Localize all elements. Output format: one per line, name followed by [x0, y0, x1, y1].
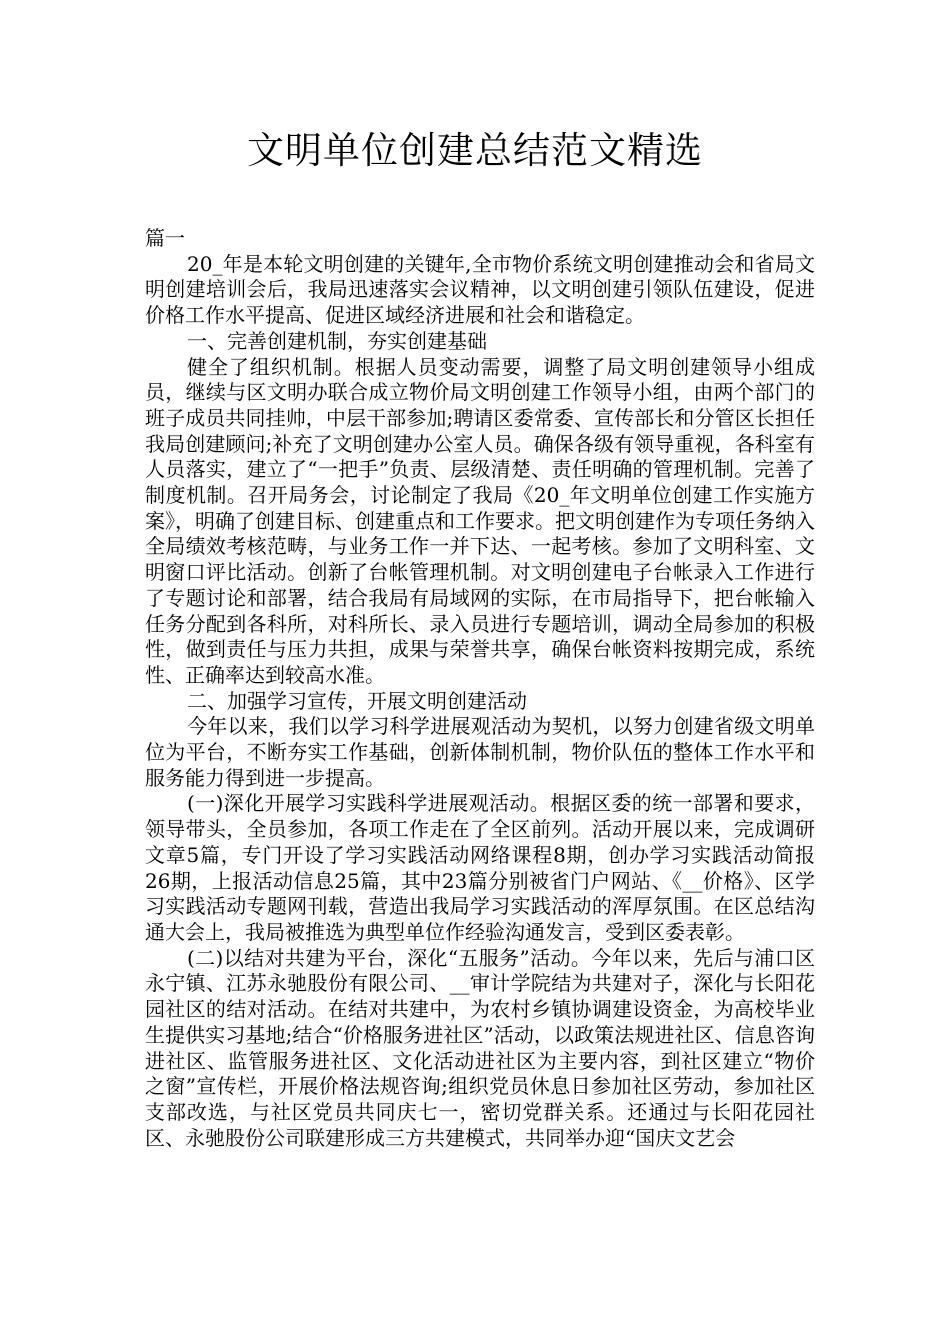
heading-section-2: 二、加强学习宣传，开展文明创建活动	[187, 688, 527, 713]
paragraph-study: 今年以来，我们以学习科学进展观活动为契机，以努力创建省级文明单位为平台，不断夯实工作基础，创新体制机制，物价队伍的整体工作水平和服务能力得到进一步提高。	[145, 714, 815, 790]
paragraph-mechanism: 健全了组织机制。根据人员变动需要，调整了局文明创建领导小组成员，继续与区文明办联合成立物价局文明创建工作领导小组，由两个部门的班子成员共同挂帅，中层干部参加;聘请区委常委、宣传部长和分管区长担任我局创建顾问;补充了文明创建办公室人员。确保各级有领导重视，各科室有人员落实，建立了“一把手”负责、层级清楚、责任明确的管理机制。完善了制度机制。召开局务会，讨论制定了我局《20_年文明单位创建工作实施方案》，明确了创建目标、创建重点和工作要求。把文明创建作为专项任务纳入全局绩效考核范畴，与业务工作一并下达、一起考核。参加了文明科室、文明窗口评比活动。创新了台帐管理机制。对文明创建电子台帐录入工作进行了专题讨论和部署，结合我局有局域网的实际，在市局指导下，把台帐输入任务分配到各科所，对科所长、录入员进行专题培训，调动全局参加的积极性，做到责任与压力共担，成果与荣誉共享，确保台帐资料按期完成，系统性、正确率达到较高水准。	[145, 354, 815, 687]
document-body	[145, 226, 815, 1151]
heading-section-1: 一、完善创建机制，夯实创建基础	[187, 328, 487, 353]
document-title: 文明单位创建总结范文精选	[247, 129, 703, 172]
paragraph-item-2: (二)以结对共建为平台，深化“五服务”活动。今年以来，先后与浦口区永宁镇、江苏永驰股份有限公司、__审计学院结为共建对子，深化与长阳花园社区的结对活动。在结对共建中，为农村乡镇协调建设资金，为高校毕业生提供实习基地;结合“价格服务进社区”活动，以政策法规进社区、信息咨询进社区、监管服务进社区、文化活动进社区为主要内容，到社区建立“物价之窗”宣传栏，开展价格法规咨询;组织党员休息日参加社区劳动，参加社区支部改选，与社区党员共同庆七一，密切党群关系。还通过与长阳花园社区、永驰股份公司联建形成三方共建模式，共同举办迎“国庆文艺会	[145, 945, 815, 1150]
paragraph-intro: 20_年是本轮文明创建的关键年,全市物价系统文明创建推动会和省局文明创建培训会后，我局迅速落实会议精神，以文明创建引领队伍建设，促进价格工作水平提高、促进区域经济进展和社会和谐稳定。	[145, 251, 815, 328]
paragraph-item-1: (一)深化开展学习实践科学进展观活动。根据区委的统一部署和要求，领导带头，全员参加，各项工作走在了全区前列。活动开展以来，完成调研文章5篇，专门开设了学习实践活动网络课程8期，创办学习实践活动简报26期，上报活动信息25篇，其中23篇分别被省门户网站、《__价格》、区学习实践活动专题网刊载，营造出我局学习实践活动的浑厚氛围。在区总结沟通大会上，我局被推选为典型单位作经验沟通发言，受到区委表彰。	[145, 791, 815, 944]
section-label: 篇一	[145, 226, 185, 250]
